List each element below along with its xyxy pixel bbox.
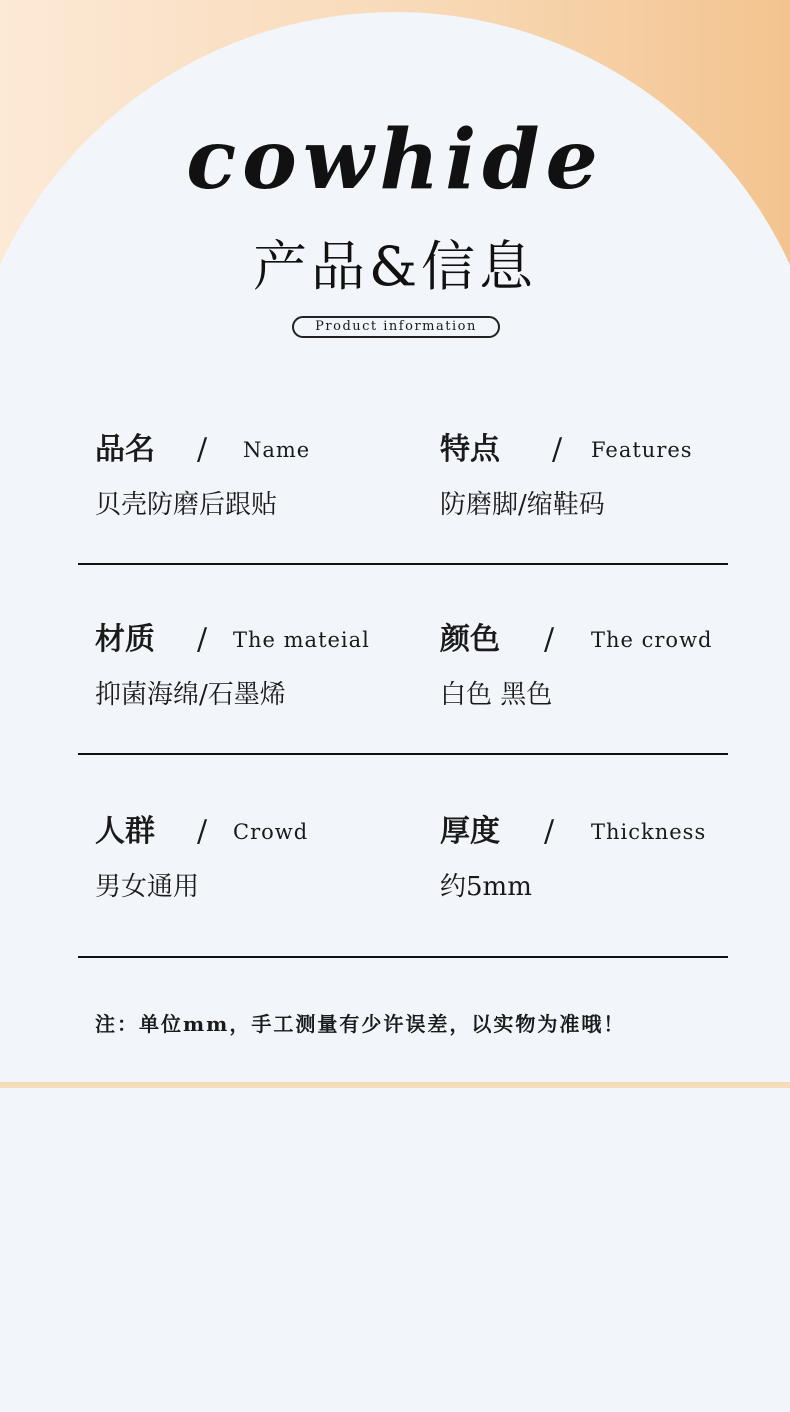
material-value: 抑菌海绵/石墨烯 [95, 680, 286, 710]
title-chinese: 产品&信息 [252, 235, 538, 298]
field-crowd [95, 812, 395, 912]
features-slash: / [552, 432, 563, 467]
divider [78, 753, 728, 755]
name-label-en: Name [243, 438, 311, 462]
crowd-label-cn: 人群 [95, 814, 155, 849]
measurement-note: 注：单位mm，手工测量有少许误差，以实物为准哦！ [95, 1012, 626, 1036]
thickness-slash: / [544, 814, 555, 849]
material-slash: / [197, 622, 208, 657]
field-color [440, 620, 740, 720]
crowd-value: 男女通用 [95, 872, 200, 902]
crowd-label-en: Crowd [233, 820, 309, 844]
thickness-label-en: Thickness [591, 820, 707, 844]
product-information-badge: Product information [292, 316, 500, 338]
material-label-cn: 材质 [95, 622, 155, 657]
color-label-en: The crowd [591, 628, 713, 652]
name-label-cn: 品名 [95, 432, 155, 467]
field-name [95, 430, 395, 530]
features-label-cn: 特点 [440, 432, 500, 467]
features-value: 防磨脚/缩鞋码 [440, 490, 605, 520]
color-slash: / [544, 622, 555, 657]
features-label-en: Features [591, 438, 693, 462]
divider [78, 956, 728, 958]
material-label-en: The mateial [233, 628, 370, 652]
color-label-cn: 颜色 [440, 622, 500, 657]
name-value: 贝壳防磨后跟贴 [95, 490, 278, 520]
divider [78, 563, 728, 565]
crowd-slash: / [197, 814, 208, 849]
bottom-strip [0, 1082, 790, 1088]
field-features [440, 430, 740, 530]
color-value: 白色 黑色 [440, 680, 553, 710]
thickness-value: 约5mm [440, 872, 532, 902]
title-english: cowhide [186, 112, 604, 208]
field-thickness [440, 812, 740, 912]
field-material [95, 620, 395, 720]
name-slash: / [197, 432, 208, 467]
thickness-label-cn: 厚度 [440, 814, 500, 849]
